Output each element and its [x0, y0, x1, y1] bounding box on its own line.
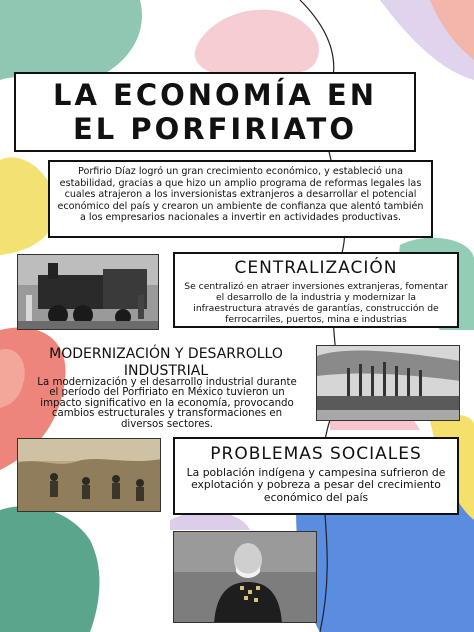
pink-blob-top — [195, 10, 319, 72]
problemas-sociales-text: La población indígena y campesina sufrieron de explotación y pobreza a pesar del crecimiento económico del país — [186, 466, 446, 504]
teal-blob-top-left — [0, 0, 142, 83]
centralizacion-box — [173, 252, 459, 328]
green-blob-bottom-left — [0, 506, 99, 632]
problemas-sociales-box — [173, 437, 459, 515]
centralizacion-title: CENTRALIZACIÓN — [234, 258, 398, 278]
locomotive-photo — [17, 254, 159, 330]
centralizacion-text: Se centralizó en atraer inversiones extranjeras, fomentar el desarrollo de la industria y modernizar la infraestructura através de garantías, construcción de ferrocarriles, puertos, mina e industrias — [184, 281, 448, 325]
page-title-line2: EL PORFIRIATO — [73, 112, 357, 146]
porfirio-portrait-photo — [173, 531, 317, 623]
intro-text: Porfirio Díaz logró un gran crecimiento económico, y estableció una estabilidad, gracias a que hizo un amplio programa de reformas legales las cuales atrajeron a los inversionistas extranjeros a desarrollar el potencial económico del país y crearon un ambiente de confianza que alentó también a los empresarios nacionales a invertir en actividades productivas. — [57, 166, 424, 224]
workers-field-photo — [17, 438, 161, 512]
intro-box — [48, 160, 433, 238]
title-box — [14, 72, 416, 152]
modernizacion-text: La modernización y el desarrollo industrial durante el período del Porfiriato en México tuvieron un impacto significativo en la economía, provocando cambios estructurales y transformaciones en diversos sectores. — [37, 377, 297, 430]
factory-photo — [316, 345, 460, 421]
problemas-sociales-title: PROBLEMAS SOCIALES — [210, 444, 422, 464]
page-title-line1: LA ECONOMÍA EN — [53, 78, 377, 112]
modernizacion-title: MODERNIZACIÓN Y DESARROLLO INDUSTRIAL — [49, 346, 283, 379]
